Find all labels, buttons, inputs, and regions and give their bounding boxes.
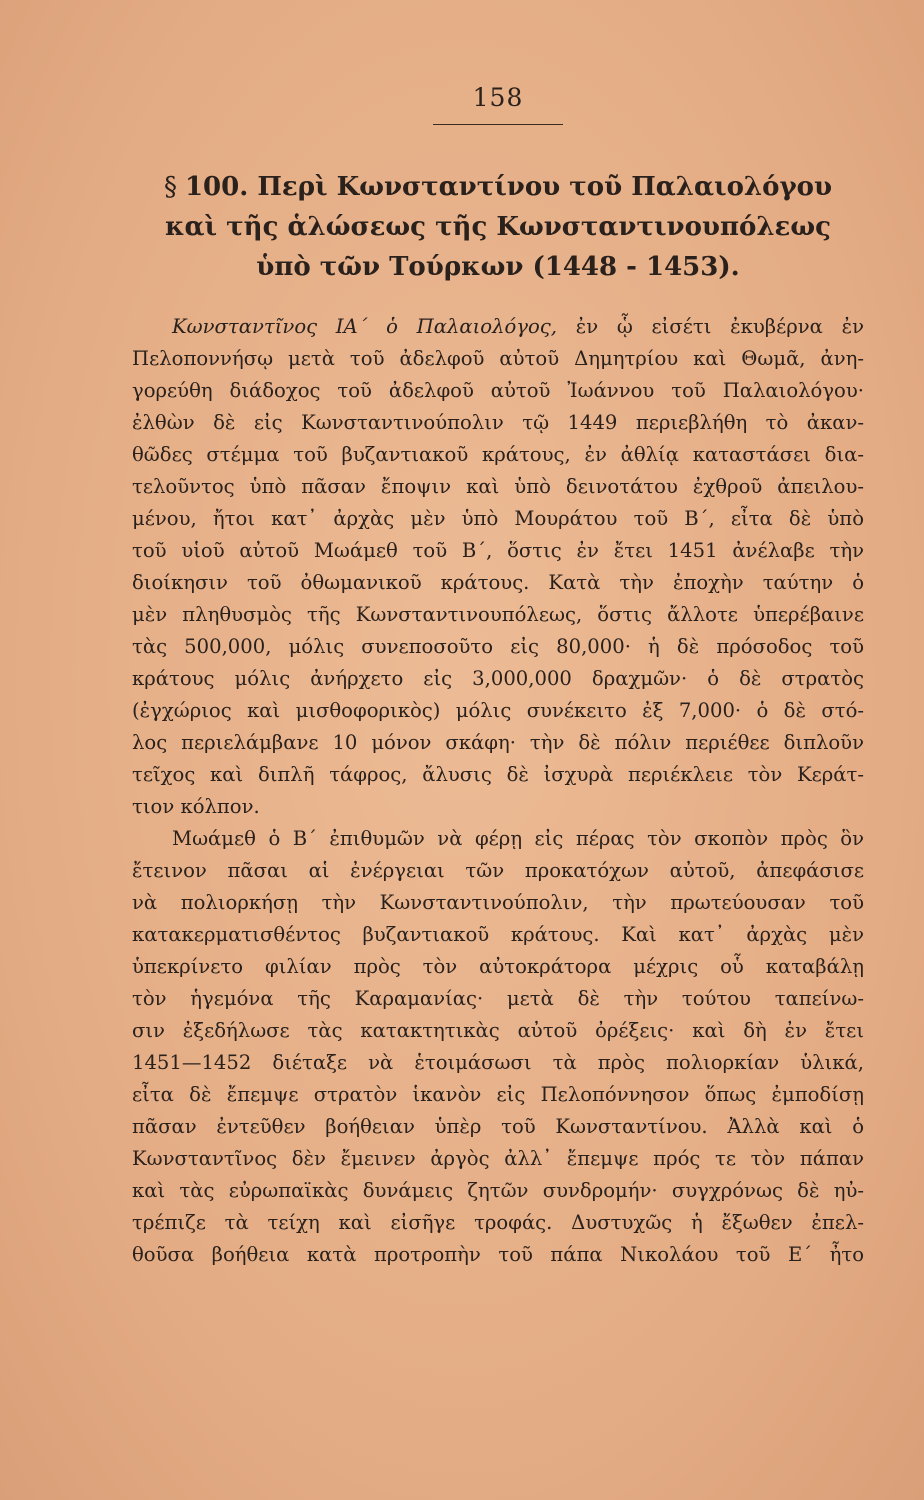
text-line: σιν ἐξεδήλωσε τὰς κατακτητικὰς αὐτοῦ ὀρέξεις· καὶ δὴ ἐν ἔτει	[132, 1019, 864, 1042]
text-line: ὑπεκρίνετο φιλίαν πρὸς τὸν αὐτοκράτορα μέχρις οὗ καταβάλῃ	[132, 955, 864, 978]
text-line: νὰ πολιορκήσῃ τὴν Κωνσταντινούπολιν, τὴν πρωτεύουσαν τοῦ	[132, 891, 864, 914]
page-number: 158	[472, 83, 524, 112]
paragraph-2-line-1: Μωάμεθ ὁ Β΄ ἐπιθυμῶν νὰ φέρῃ εἰς πέρας τὸν σκοπὸν πρὸς ὃν	[172, 827, 864, 850]
text-line: τιον κόλπον.	[132, 795, 260, 818]
heading-line-2: καὶ τῆς ἁλώσεως τῆς Κωνσταντινουπόλεως	[165, 212, 831, 242]
paragraph-1-line-1: Κωνσταντῖνος ΙΑ΄ ὁ Παλαιολόγος, ἐν ᾧ εἰσέτι ἐκυβέρνα ἐν	[172, 315, 864, 338]
header-rule	[433, 124, 563, 125]
heading-line-1: § 100. Περὶ Κωνσταντίνου τοῦ Παλαιολόγου	[163, 172, 833, 202]
text-line: τελοῦντος ὑπὸ πᾶσαν ἔποψιν καὶ ὑπὸ δεινοτάτου ἐχθροῦ ἀπειλου-	[132, 475, 864, 498]
text-line: τεῖχος καὶ διπλῆ τάφρος, ἄλυσις δὲ ἰσχυρὰ περιέκλειε τὸν Κεράτ-	[132, 763, 864, 786]
text-line: Πελοποννήσῳ μετὰ τοῦ ἀδελφοῦ αὐτοῦ Δημητρίου καὶ Θωμᾶ, ἀνη-	[132, 347, 864, 370]
text-line: ἔτεινον πᾶσαι αἱ ἐνέργειαι τῶν προκατόχων αὐτοῦ, ἀπεφάσισε	[132, 859, 864, 882]
text-line: γορεύθη διάδοχος τοῦ ἀδελφοῦ αὐτοῦ Ἰωάννου τοῦ Παλαιολόγου·	[132, 379, 864, 402]
body-text	[132, 311, 864, 1271]
paragraph-1-lead: Κωνσταντῖνος ΙΑ΄ ὁ Παλαιολόγος,	[172, 315, 558, 338]
text-line: θοῦσα βοήθεια κατὰ προτροπὴν τοῦ πάπα Νικολάου τοῦ Ε΄ ἦτο	[132, 1243, 864, 1266]
text-line: τὰς 500,000, μόλις συνεποσοῦτο εἰς 80,000· ἡ δὲ πρόσοδος τοῦ	[132, 635, 864, 658]
text-line: τοῦ υἱοῦ αὐτοῦ Μωάμεθ τοῦ Β΄, ὅστις ἐν ἔτει 1451 ἀνέλαβε τὴν	[132, 539, 864, 562]
section-mark: §	[163, 172, 177, 202]
text-line: κατακερματισθέντος βυζαντιακοῦ κράτους. Καὶ κατ᾽ ἀρχὰς μὲν	[132, 923, 864, 946]
text-line: μένου, ἤτοι κατ᾽ ἀρχὰς μὲν ὑπὸ Μουράτου τοῦ Β΄, εἶτα δὲ ὑπὸ	[132, 507, 864, 530]
text-line: διοίκησιν τοῦ ὀθωμανικοῦ κράτους. Κατὰ τὴν ἐποχὴν ταύτην ὁ	[132, 571, 864, 594]
text-line: εἶτα δὲ ἔπεμψε στρατὸν ἱκανὸν εἰς Πελοπόννησον ὅπως ἐμποδίσῃ	[132, 1083, 864, 1106]
section-heading	[132, 167, 864, 287]
text-line: καὶ τὰς εὐρωπαϊκὰς δυνάμεις ζητῶν συνδρομήν· συγχρόνως δὲ ηὐ-	[132, 1179, 864, 1202]
text-line: Κωνσταντῖνος δὲν ἔμεινεν ἀργὸς ἀλλ᾽ ἔπεμψε πρός τε τὸν πάπαν	[132, 1147, 864, 1170]
text-line: τὸν ἡγεμόνα τῆς Καραμανίας· μετὰ δὲ τὴν τούτου ταπείνω-	[132, 987, 864, 1010]
text-line: κράτους μόλις ἀνήρχετο εἰς 3,000,000 δραχμῶν· ὁ δὲ στρατὸς	[132, 667, 864, 690]
text-line: λος περιελάμβανε 10 μόνον σκάφη· τὴν δὲ πόλιν περιέθεε διπλοῦν	[132, 731, 864, 754]
text-line: ἐλθὼν δὲ εἰς Κωνσταντινούπολιν τῷ 1449 περιεβλήθη τὸ ἀκαν-	[132, 411, 864, 434]
book-page	[132, 80, 864, 1271]
text-line: τρέπιζε τὰ τείχη καὶ εἰσῆγε τροφάς. Δυστυχῶς ἡ ἔξωθεν ἐπελ-	[132, 1211, 864, 1234]
text-line: θῶδες στέμμα τοῦ βυζαντιακοῦ κράτους, ἐν ἀθλίᾳ καταστάσει δια-	[132, 443, 864, 466]
text-line: μὲν πληθυσμὸς τῆς Κωνσταντινουπόλεως, ὅστις ἄλλοτε ὑπερέβαινε	[132, 603, 864, 626]
text-line: πᾶσαν ἐντεῦθεν βοήθειαν ὑπὲρ τοῦ Κωνσταντίνου. Ἀλλὰ καὶ ὁ	[132, 1115, 864, 1138]
heading-line-3: ὑπὸ τῶν Τούρκων (1448 - 1453).	[256, 252, 740, 282]
text-line: 1451—1452 διέταξε νὰ ἑτοιμάσωσι τὰ πρὸς πολιορκίαν ὑλικά,	[132, 1051, 864, 1074]
text-line: (ἐγχώριος καὶ μισθοφορικὸς) μόλις συνέκειτο ἐξ 7,000· ὁ δὲ στό-	[132, 699, 864, 722]
